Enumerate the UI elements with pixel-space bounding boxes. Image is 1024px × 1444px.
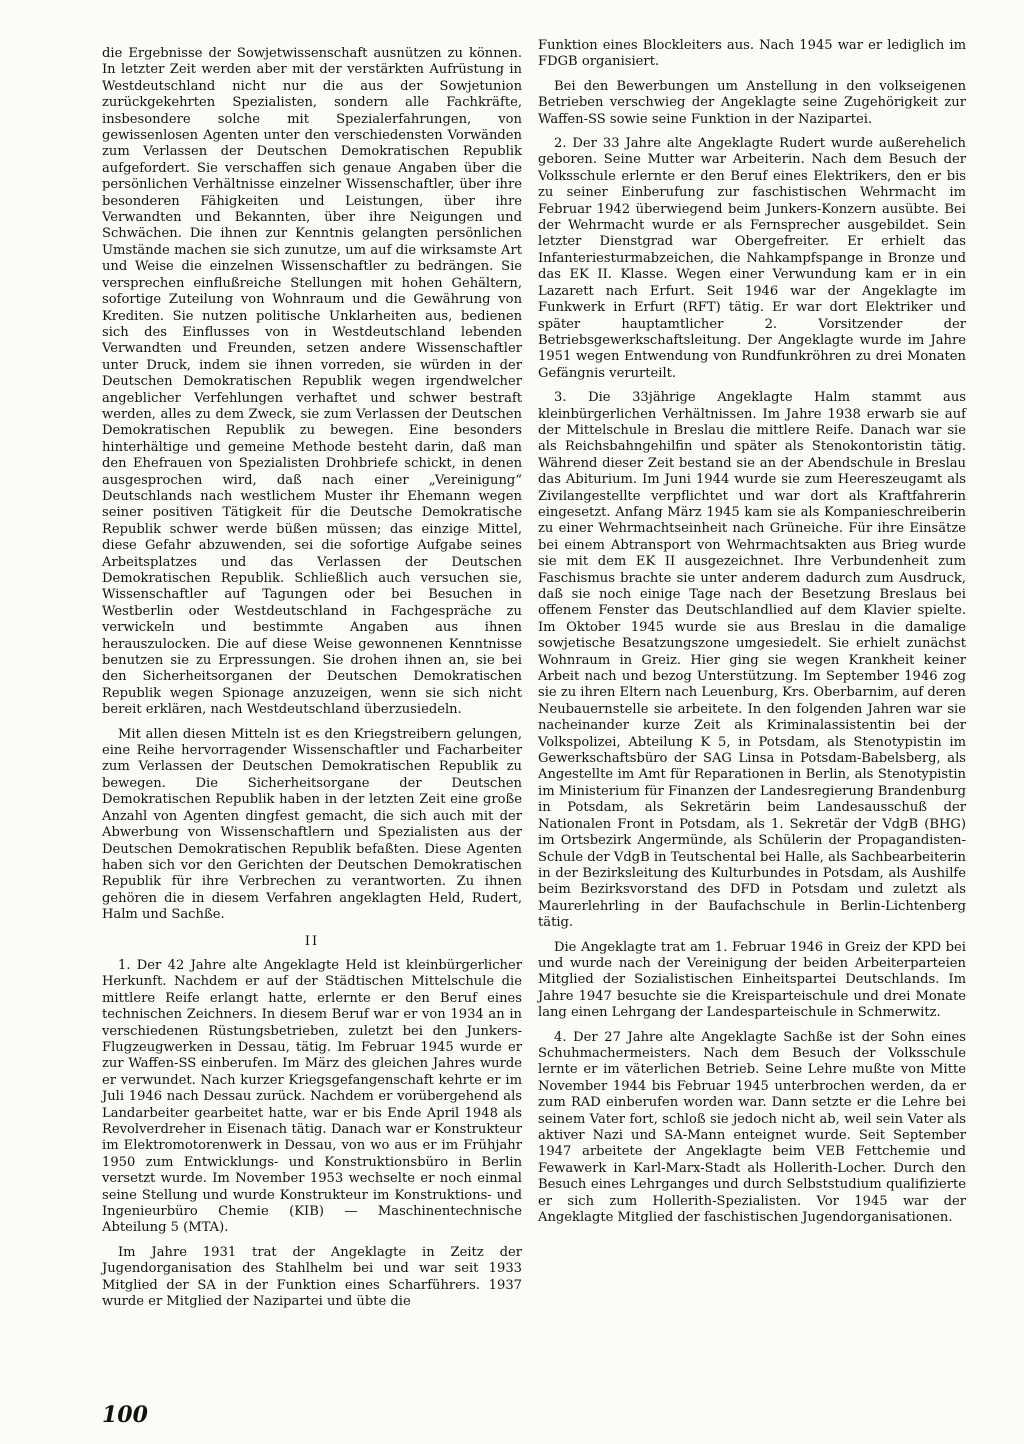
section-heading: II [304, 933, 320, 949]
page-number: 100 [102, 1402, 148, 1428]
paragraph: Mit allen diesen Mitteln ist es den Kriegstreibern gelungen, eine Reihe hervorragender Wissenschaftler und Facharbeiter zum Verlassen der Deutschen Demokratischen Republik zu bewegen. Die Sicherheitsorgane der Deutschen Demokratischen Republik haben in der letzten Zeit eine große Anzahl von Agenten dingfest gemacht, die sich auch mit der Abwerbung von Wissenschaftlern und Spezialisten aus der Deutschen Demokratischen Republik befaßten. Diese Agenten haben sich vor den Gerichten der Deutschen Demokratischen Republik für ihre Verbrechen zu verantworten. Zu ihnen gehören die in diesem Verfahren angeklagten Held, Rudert, Halm und Sachße. [102, 726, 522, 923]
left-column [102, 46, 522, 1318]
paragraph: Die Angeklagte trat am 1. Februar 1946 in Greiz der KPD bei und wurde nach der Vereinigung der beiden Arbeiterparteien Mitglied der Sozialistischen Einheitspartei Deutschlands. Im Jahre 1947 besuchte sie die Kreisparteischule und drei Monate lang einen Lehrgang der Landesparteischule in Schmerwitz. [538, 939, 966, 1021]
paragraph: 1. Der 42 Jahre alte Angeklagte Held ist kleinbürgerlicher Herkunft. Nachdem er auf der Städtischen Mittelschule die mittlere Reife erlangt hatte, erlernte er den Beruf eines technischen Zeichners. In diesem Beruf war er von 1934 an in verschiedenen Rüstungsbetrieben, zuletzt bei den Junkers-Flugzeugwerken in Dessau, tätig. Im Februar 1945 wurde er zur Waffen-SS einberufen. Im März des gleichen Jahres wurde er verwundet. Nach kurzer Kriegsgefangenschaft kehrte er im Juli 1946 nach Dessau zurück. Nachdem er vorübergehend als Landarbeiter gearbeitet hatte, war er bis Ende April 1948 als Revolverdreher in Eisenach tätig. Danach war er Konstrukteur im Elektromotorenwerk in Dessau, von wo aus er im Frühjahr 1950 zum Entwicklungs- und Konstruktionsbüro in Berlin versetzt wurde. Im November 1953 wechselte er noch einmal seine Stellung und wurde Konstrukteur im Konstruktions- und Ingenieurbüro Chemie (KIB) — Maschinentechnische Abteilung 5 (MTA). [102, 957, 522, 1236]
paragraph: Im Jahre 1931 trat der Angeklagte in Zeitz der Jugendorganisation des Stahlhelm bei und war seit 1933 Mitglied der SA in der Funktion eines Scharführers. 1937 wurde er Mitglied der Nazipartei und übte die [102, 1244, 522, 1310]
right-column [538, 38, 966, 1234]
paragraph: Funktion eines Blockleiters aus. Nach 1945 war er lediglich im FDGB organisiert. [538, 38, 966, 70]
paragraph: die Ergebnisse der Sowjetwissenschaft ausnützen zu können. In letzter Zeit werden aber mit der verstärkten Aufrüstung in Westdeutschland nicht nur die aus der Sowjetunion zurückgekehrten Spezialisten, sondern alle Fachkräfte, insbesondere solche mit Spezialerfahrungen, von gewissenlosen Agenten unter den verschiedensten Vorwänden zum Verlassen der Deutschen Demokratischen Republik aufgefordert. Sie verschaffen sich genaue Angaben über die persönlichen Verhältnisse einzelner Wissenschaftler, über ihre besonderen Fähigkeiten und Leistungen, über ihre Verwandten und Bekannten, über ihre Neigungen und Schwächen. Die ihnen zur Kenntnis gelangten persönlichen Umstände machen sie sich zunutze, um auf die wirksamste Art und Weise die einzelnen Wissenschaftler zu bedrängen. Sie versprechen einflußreiche Stellungen mit hohen Gehältern, sofortige Zuteilung von Wohnraum und die Gewährung von Krediten. Sie nutzen politische Unklarheiten aus, bedienen sich des Einflusses von in Westdeutschland lebenden Verwandten und Freunden, setzen andere Wissenschaftler unter Druck, indem sie ihnen vorreden, sie würden in der Deutschen Demokratischen Republik wegen irgendwelcher angeblicher Verfehlungen verhaftet und schwer bestraft werden, alles zu dem Zweck, sie zum Verlassen der Deutschen Demokratischen Republik zu bewegen. Eine besonders hinterhältige und gemeine Methode besteht darin, daß man den Ehefrauen von Spezialisten Drohbriefe schickt, in denen ausgesprochen wird, daß nach einer „Vereinigung“ Deutschlands nach westlichem Muster ihr Ehemann wegen seiner positiven Tätigkeit für die Deutsche Demokratische Republik schwer werde büßen müssen; das einzige Mittel, diese Gefahr abzuwenden, sei die sofortige Aufgabe seines Arbeitsplatzes und das Verlassen der Deutschen Demokratischen Republik. Schließlich auch versuchen sie, Wissenschaftler auf Tagungen oder bei Besuchen in Westberlin oder Westdeutschland in Fachgespräche zu verwickeln und bestimmte Angaben aus ihnen herauszulocken. Die auf diese Weise gewonnenen Kenntnisse benutzen sie zu Erpressungen. Sie drohen ihnen an, sie bei den Sicherheitsorganen der Deutschen Demokratischen Republik wegen Spionage anzuzeigen, wenn sie sich nicht bereit erklären, nach Westdeutschland überzusiedeln. [102, 46, 522, 718]
paragraph: 3. Die 33jährige Angeklagte Halm stammt aus kleinbürgerlichen Verhältnissen. Im Jahre 1938 erwarb sie auf der Mittelschule in Breslau die mittlere Reife. Danach war sie als Reichsbahngehilfin und später als Stenokontoristin tätig. Während dieser Zeit bestand sie an der Abendschule in Breslau das Abiturium. Im Juni 1944 wurde sie zum Heereszeugamt als Zivilangestellte verpflichtet und war dort als Kraftfahrerin eingesetzt. Anfang März 1945 kam sie als Kompanieschreiberin zu einer Wehrmachtseinheit nach Grüneiche. Für ihre Einsätze bei einem Abtransport von Wehrmachtsakten aus Brieg wurde sie mit dem EK II ausgezeichnet. Ihre Verbundenheit zum Faschismus brachte sie unter anderem dadurch zum Ausdruck, daß sie noch einige Tage nach der Besetzung Breslaus bei offenem Fenster das Deutschlandlied auf dem Klavier spielte. Im Oktober 1945 wurde sie aus Breslau in die damalige sowjetische Besatzungszone umgesiedelt. Sie erhielt zunächst Wohnraum in Greiz. Hier ging sie wegen Krankheit keiner Arbeit nach und bezog Unterstützung. Im September 1946 zog sie zu ihren Eltern nach Leuenburg, Krs. Oberbarnim, auf deren Neubauernstelle sie arbeitete. In den folgenden Jahren war sie nacheinander kurze Zeit als Kriminalassistentin bei der Volkspolizei, Abteilung K 5, in Potsdam, als Stenotypistin im Gewerkschaftsbüro der SAG Linsa in Potsdam-Babelsberg, als Angestellte im Amt für Reparationen in Berlin, als Stenotypistin im Ministerium für Finanzen der Landesregierung Brandenburg in Potsdam, als Sekretärin beim Landesausschuß der Nationalen Front in Potsdam, als 1. Sekretär der VdgB (BHG) im Ortsbezirk Angermünde, als Schülerin der Propagandisten-Schule der VdgB in Teutschental bei Halle, als Sachbearbeiterin in der Bezirksleitung des Kulturbundes in Potsdam, als Aushilfe beim Bezirksvorstand des DFD in Potsdam und zuletzt als Maurerlehrling in der Baufachschule in Berlin-Lichtenberg tätig. [538, 390, 966, 931]
paragraph: 2. Der 33 Jahre alte Angeklagte Rudert wurde außerehelich geboren. Seine Mutter war Arbeiterin. Nach dem Besuch der Volksschule erlernte er den Beruf eines Elektrikers, den er bis zu seiner Einberufung zur faschistischen Wehrmacht im Februar 1942 überwiegend beim Junkers-Konzern ausübte. Bei der Wehrmacht wurde er als Fernsprecher ausgebildet. Sein letzter Dienstgrad war Obergefreiter. Er erhielt das Infanteriesturmabzeichen, die Nahkampfspange in Bronze und das EK II. Klasse. Wegen einer Verwundung kam er in ein Lazarett nach Erfurt. Seit 1946 war der Angeklagte im Funkwerk in Erfurt (RFT) tätig. Er war dort Elektriker und später hauptamtlicher 2. Vorsitzender der Betriebsgewerkschaftsleitung. Der Angeklagte wurde im Jahre 1951 wegen Entwendung von Rundfunkröhren zu drei Monaten Gefängnis verurteilt. [538, 136, 966, 381]
paragraph: Bei den Bewerbungen um Anstellung in den volkseigenen Betrieben verschwieg der Angeklagte seine Zugehörigkeit zur Waffen-SS sowie seine Funktion in der Nazipartei. [538, 78, 966, 127]
paragraph: 4. Der 27 Jahre alte Angeklagte Sachße ist der Sohn eines Schuhmachermeisters. Nach dem Besuch der Volksschule lernte er im väterlichen Betrieb. Seine Lehre mußte von Mitte November 1944 bis Februar 1945 unterbrochen werden, da er zum RAD einberufen worden war. Dann setzte er die Lehre bei seinem Vater fort, schloß sie jedoch nicht ab, weil sein Vater als aktiver Nazi und SA-Mann enteignet wurde. Seit September 1947 arbeitete der Angeklagte beim VEB Fettchemie und Fewawerk in Karl-Marx-Stadt als Hollerith-Locher. Durch den Besuch eines Lehrganges und durch Selbststudium qualifizierte er sich zum Hollerith-Spezialisten. Vor 1945 war der Angeklagte Mitglied der faschistischen Jugendorganisationen. [538, 1029, 966, 1226]
